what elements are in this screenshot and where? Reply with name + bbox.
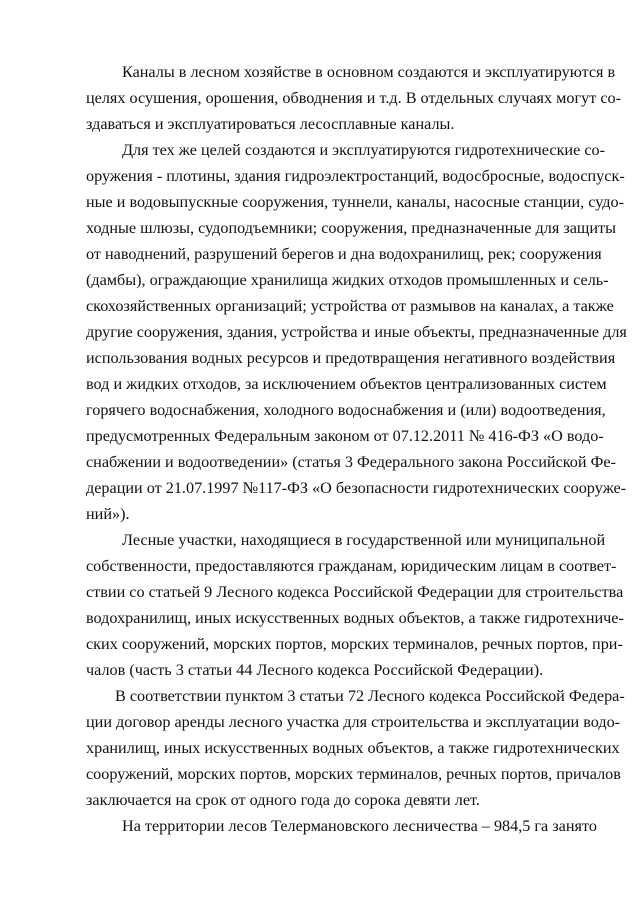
text-line: Для тех же целей создаются и эксплуатируются гидротехнические со- <box>122 141 605 159</box>
text-line: дерации от 21.07.1997 №117-ФЗ «О безопасности гидротехнических сооруже- <box>86 479 627 497</box>
text-line: горячего водоснабжения, холодного водоснабжения и (или) водоотведения, <box>86 401 606 419</box>
text-line: ходные шлюзы, судоподъемники; сооружения, предназначенные для защиты <box>86 219 616 237</box>
text-line: оружения - плотины, здания гидроэлектростанций, водосбросные, водоспуск- <box>86 167 625 185</box>
text-line: сооружений, морских портов, морских терминалов, речных портов, причалов <box>86 765 621 783</box>
text-line: заключается на срок от одного года до сорока девяти лет. <box>86 791 480 809</box>
text-line: чалов (часть 3 статьи 44 Лесного кодекса Российской Федерации). <box>86 661 544 679</box>
text-line: предусмотренных Федеральным законом от 07.12.2011 № 416-ФЗ «О водо- <box>86 427 604 445</box>
text-line: На территории лесов Телермановского лесничества – 984,5 га занято <box>122 817 597 835</box>
text-line: ний»). <box>86 505 130 523</box>
text-line: скохозяйственных организаций; устройства от размывов на каналах, а также <box>86 297 614 315</box>
text-line: вод и жидких отходов, за исключением объектов централизованных систем <box>86 375 607 393</box>
text-line: Каналы в лесном хозяйстве в основном создаются и эксплуатируются в <box>122 63 616 81</box>
text-line: Лесные участки, находящиеся в государственной или муниципальной <box>122 531 606 549</box>
text-line: ских сооружений, морских портов, морских терминалов, речных портов, при- <box>86 635 623 653</box>
text-line: хранилищ, иных искусственных водных объектов, а также гидротехнических <box>86 739 620 757</box>
text-line: водохранилищ, иных искусственных водных объектов, а также гидротехниче- <box>86 609 624 627</box>
text-line: целях осушения, орошения, обводнения и т.д. В отдельных случаях могут со- <box>86 89 621 107</box>
text-line: от наводнений, разрушений берегов и дна водохранилищ, рек; сооружения <box>86 245 602 263</box>
text-line: другие сооружения, здания, устройства и иные объекты, предназначенные для <box>86 323 627 341</box>
text-line: снабжении и водоотведении» (статья 3 Федерального закона Российской Фе- <box>86 453 616 471</box>
text-line: ции договор аренды лесного участка для строительства и эксплуатации водо- <box>86 713 621 731</box>
text-line: ные и водовыпускные сооружения, туннели, каналы, насосные станции, судо- <box>86 193 624 211</box>
text-line: В соответствии пунктом 3 статьи 72 Лесного кодекса Российской Федера- <box>115 687 625 705</box>
text-line: ствии со статьей 9 Лесного кодекса Российской Федерации для строительства <box>86 583 624 601</box>
text-line: здаваться и эксплуатироваться лесосплавные каналы. <box>86 115 455 133</box>
text-line: собственности, предоставляются гражданам, юридическим лицам в соответ- <box>86 557 617 575</box>
text-line: (дамбы), ограждающие хранилища жидких отходов промышленных и сель- <box>86 271 609 289</box>
text-line: использования водных ресурсов и предотвращения негативного воздействия <box>86 349 616 367</box>
